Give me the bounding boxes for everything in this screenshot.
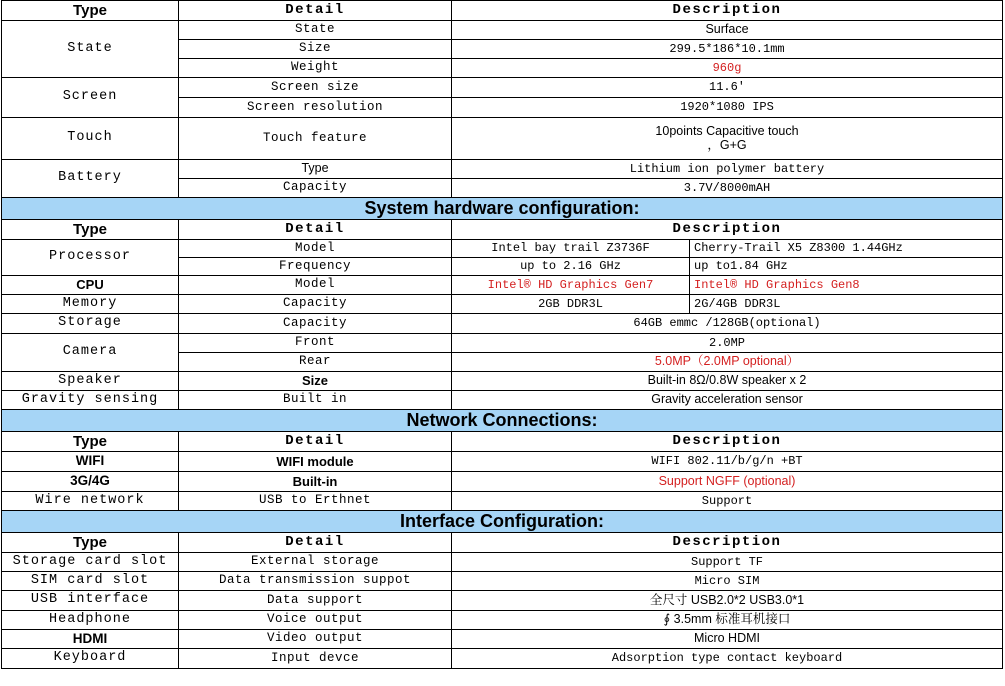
- value-cell-b: 2G/4GB DDR3L: [690, 295, 1003, 314]
- detail-cell: Type: [179, 160, 452, 179]
- value-cell: [452, 118, 1003, 160]
- detail-cell: Screen size: [179, 78, 452, 98]
- table-row: [2, 21, 1003, 40]
- detail-cell: Rear: [179, 353, 452, 372]
- table-row: [2, 572, 1003, 591]
- detail-cell: Built in: [179, 391, 452, 410]
- value-cell: 2.0MP: [452, 334, 1003, 353]
- value-cell: 960g: [452, 59, 1003, 78]
- value-cell-b: Cherry-Trail X5 Z8300 1.44GHz: [690, 240, 1003, 258]
- category-3g4g: 3G/4G: [2, 472, 179, 492]
- header-detail: Detail: [179, 432, 452, 452]
- value-cell: 5.0MP（2.0MP optional）: [452, 353, 1003, 372]
- table-row: [2, 649, 1003, 669]
- value-cell: Gravity acceleration sensor: [452, 391, 1003, 410]
- value-cell-a: 2GB DDR3L: [452, 295, 690, 314]
- detail-cell: Front: [179, 334, 452, 353]
- spec-table: [1, 0, 1003, 669]
- detail-cell: WIFI module: [179, 452, 452, 472]
- section-hardware: [2, 198, 1003, 220]
- value-cell: 1920*1080 IPS: [452, 98, 1003, 118]
- detail-cell: Frequency: [179, 258, 452, 276]
- section-title: System hardware configuration:: [2, 198, 1003, 220]
- table-row: [2, 314, 1003, 334]
- table-row: [2, 240, 1003, 258]
- header-type: Type: [2, 220, 179, 240]
- category-cpu: CPU: [2, 276, 179, 295]
- table-row: [2, 611, 1003, 630]
- header-type: Type: [2, 533, 179, 553]
- category-memory: Memory: [2, 295, 179, 314]
- touch-line-1: 10points Capacitive touch: [655, 124, 799, 139]
- detail-cell: Weight: [179, 59, 452, 78]
- table-row: [2, 452, 1003, 472]
- section-title: Network Connections:: [2, 410, 1003, 432]
- table-header-row: [2, 432, 1003, 452]
- header-type: Type: [2, 432, 179, 452]
- value-cell: Micro HDMI: [452, 630, 1003, 649]
- header-detail: Detail: [179, 220, 452, 240]
- value-cell: Lithium ion polymer battery: [452, 160, 1003, 179]
- detail-cell: Capacity: [179, 314, 452, 334]
- detail-cell: Input devce: [179, 649, 452, 669]
- value-cell: 全尺寸 USB2.0*2 USB3.0*1: [452, 591, 1003, 611]
- category-storage-card: Storage card slot: [2, 553, 179, 572]
- detail-cell: Model: [179, 240, 452, 258]
- category-gravity: Gravity sensing: [2, 391, 179, 410]
- table-row: [2, 276, 1003, 295]
- category-keyboard: Keyboard: [2, 649, 179, 669]
- value-cell: Adsorption type contact keyboard: [452, 649, 1003, 669]
- section-title: Interface Configuration:: [2, 511, 1003, 533]
- table-row: [2, 553, 1003, 572]
- category-screen: Screen: [2, 78, 179, 118]
- header-description: Description: [452, 220, 1003, 240]
- detail-cell: Size: [179, 40, 452, 59]
- category-battery: Battery: [2, 160, 179, 198]
- table-row: [2, 391, 1003, 410]
- category-wire-network: Wire network: [2, 492, 179, 511]
- value-cell: Support TF: [452, 553, 1003, 572]
- header-description: Description: [452, 533, 1003, 553]
- value-cell: Surface: [452, 21, 1003, 40]
- value-cell-a: up to 2.16 GHz: [452, 258, 690, 276]
- detail-cell: Screen resolution: [179, 98, 452, 118]
- section-interface: [2, 511, 1003, 533]
- category-camera: Camera: [2, 334, 179, 372]
- value-cell: Micro SIM: [452, 572, 1003, 591]
- detail-cell: Data support: [179, 591, 452, 611]
- value-cell: Built-in 8Ω/0.8W speaker x 2: [452, 372, 1003, 391]
- value-cell-b: up to1.84 GHz: [690, 258, 1003, 276]
- category-usb: USB interface: [2, 591, 179, 611]
- category-state: State: [2, 21, 179, 78]
- header-description: Description: [452, 432, 1003, 452]
- detail-cell: Built-in: [179, 472, 452, 492]
- detail-cell: Capacity: [179, 179, 452, 198]
- table-row: [2, 160, 1003, 179]
- value-cell: 11.6': [452, 78, 1003, 98]
- category-hdmi: HDMI: [2, 630, 179, 649]
- section-network: [2, 410, 1003, 432]
- table-header-row: [2, 1, 1003, 21]
- value-cell-a: Intel® HD Graphics Gen7: [452, 276, 690, 295]
- category-wifi: WIFI: [2, 452, 179, 472]
- value-cell: Support: [452, 492, 1003, 511]
- touch-line-2: ，G+G: [707, 137, 747, 152]
- header-detail: Detail: [179, 533, 452, 553]
- detail-cell: Video output: [179, 630, 452, 649]
- table-header-row: [2, 220, 1003, 240]
- detail-cell: Touch feature: [179, 118, 452, 160]
- value-cell: 3.7V/8000mAH: [452, 179, 1003, 198]
- category-headphone: Headphone: [2, 611, 179, 630]
- category-storage: Storage: [2, 314, 179, 334]
- table-row: [2, 472, 1003, 492]
- table-row: [2, 118, 1003, 160]
- value-cell: Support NGFF (optional): [452, 472, 1003, 492]
- detail-cell: State: [179, 21, 452, 40]
- table-row: [2, 492, 1003, 511]
- value-cell-a: Intel bay trail Z3736F: [452, 240, 690, 258]
- detail-cell: Voice output: [179, 611, 452, 630]
- header-description: Description: [452, 1, 1003, 21]
- value-cell: ∮ 3.5mm 标准耳机接口: [452, 611, 1003, 630]
- detail-cell: Size: [179, 372, 452, 391]
- detail-cell: USB to Erthnet: [179, 492, 452, 511]
- table-row: [2, 78, 1003, 98]
- category-processor: Processor: [2, 240, 179, 276]
- value-cell: 64GB emmc /128GB(optional): [452, 314, 1003, 334]
- value-cell: WIFI 802.11/b/g/n +BT: [452, 452, 1003, 472]
- category-speaker: Speaker: [2, 372, 179, 391]
- detail-cell: Data transmission suppot: [179, 572, 452, 591]
- detail-cell: Capacity: [179, 295, 452, 314]
- category-sim: SIM card slot: [2, 572, 179, 591]
- value-cell-b: Intel® HD Graphics Gen8: [690, 276, 1003, 295]
- detail-cell: External storage: [179, 553, 452, 572]
- table-row: [2, 591, 1003, 611]
- table-row: [2, 295, 1003, 314]
- table-header-row: [2, 533, 1003, 553]
- value-cell: 299.5*186*10.1mm: [452, 40, 1003, 59]
- category-touch: Touch: [2, 118, 179, 160]
- table-row: [2, 372, 1003, 391]
- detail-cell: Model: [179, 276, 452, 295]
- header-type: Type: [2, 1, 179, 21]
- header-detail: Detail: [179, 1, 452, 21]
- table-row: [2, 334, 1003, 353]
- table-row: [2, 630, 1003, 649]
